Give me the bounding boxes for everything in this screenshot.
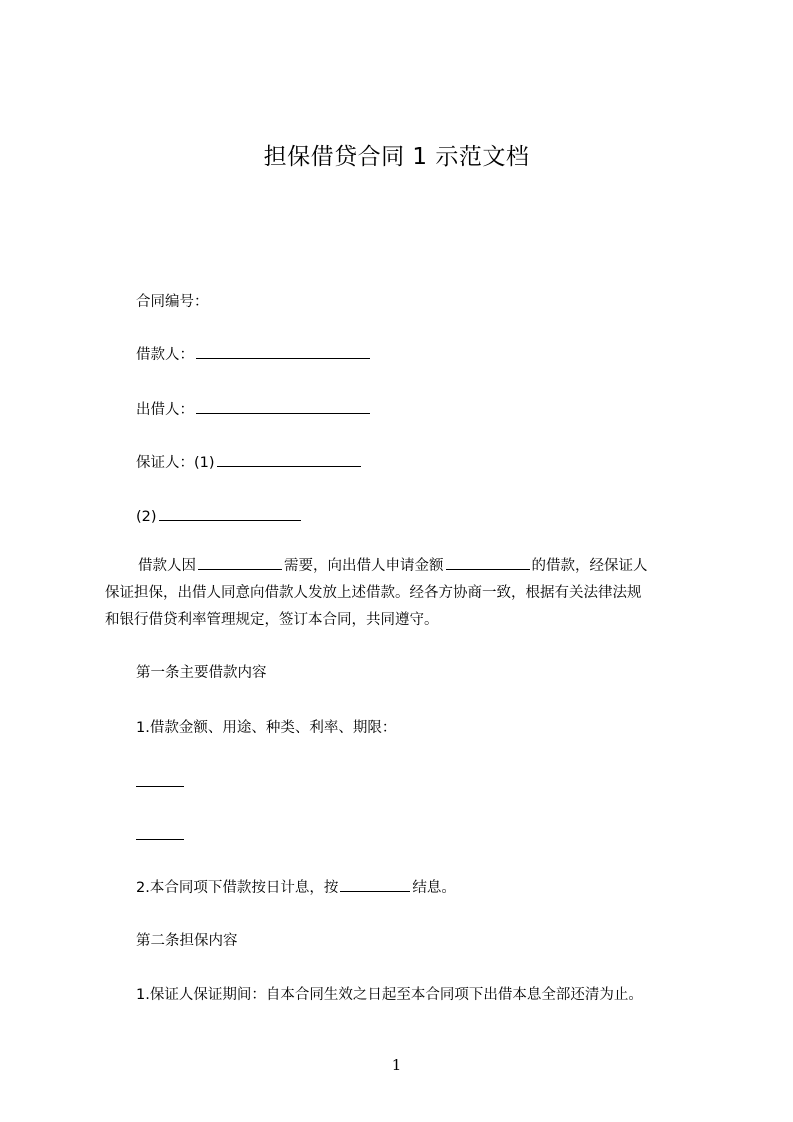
amount-blank[interactable] [446,554,530,570]
article1-item2-part1: 2.本合同项下借款按日计息，按 [136,880,339,896]
intro-part3: 的借款，经保证人 [531,558,648,574]
settlement-blank[interactable] [340,876,410,892]
contract-number-label: 合同编号： [136,294,209,310]
article1-item2-part2: 结息。 [412,880,456,896]
intro-part1: 借款人因 [138,558,196,574]
lender-blank[interactable] [196,398,370,414]
fill-line-1[interactable] [136,786,184,787]
purpose-blank[interactable] [198,554,282,570]
intro-paragraph [105,553,715,634]
intro-line2: 保证担保，出借人同意向借款人发放上述借款。经各方协商一致，根据有关法律法规 [105,585,642,601]
article1-heading: 第一条主要借款内容 [136,665,267,681]
borrower-blank[interactable] [196,343,370,359]
guarantor2-label: (2) [136,509,157,525]
article1-item2 [136,876,456,899]
contract-number-line [136,291,209,313]
guarantor-label: 保证人：(1) [136,455,215,471]
guarantor2-blank[interactable] [159,505,301,521]
page-number: 1 [391,1056,402,1074]
guarantor-line [136,451,363,474]
article2-item1: 1.保证人保证期间：自本合同生效之日起至本合同项下出借本息全部还清为止。 [136,987,643,1003]
article1-item1: 1.借款金额、用途、种类、利率、期限： [136,720,397,736]
article2-heading: 第二条担保内容 [136,933,238,949]
lender-label: 出借人： [136,402,194,418]
borrower-label: 借款人： [136,347,194,363]
guarantor2-line [136,505,303,528]
lender-line [136,398,372,421]
intro-line3: 和银行借贷利率管理规定，签订本合同，共同遵守。 [105,612,439,628]
document-title: 担保借贷合同 1 示范文档 [263,144,530,170]
borrower-line [136,343,372,366]
guarantor1-blank[interactable] [217,451,361,467]
intro-part2: 需要，向出借人申请金额 [284,558,444,574]
fill-line-2[interactable] [136,839,184,840]
